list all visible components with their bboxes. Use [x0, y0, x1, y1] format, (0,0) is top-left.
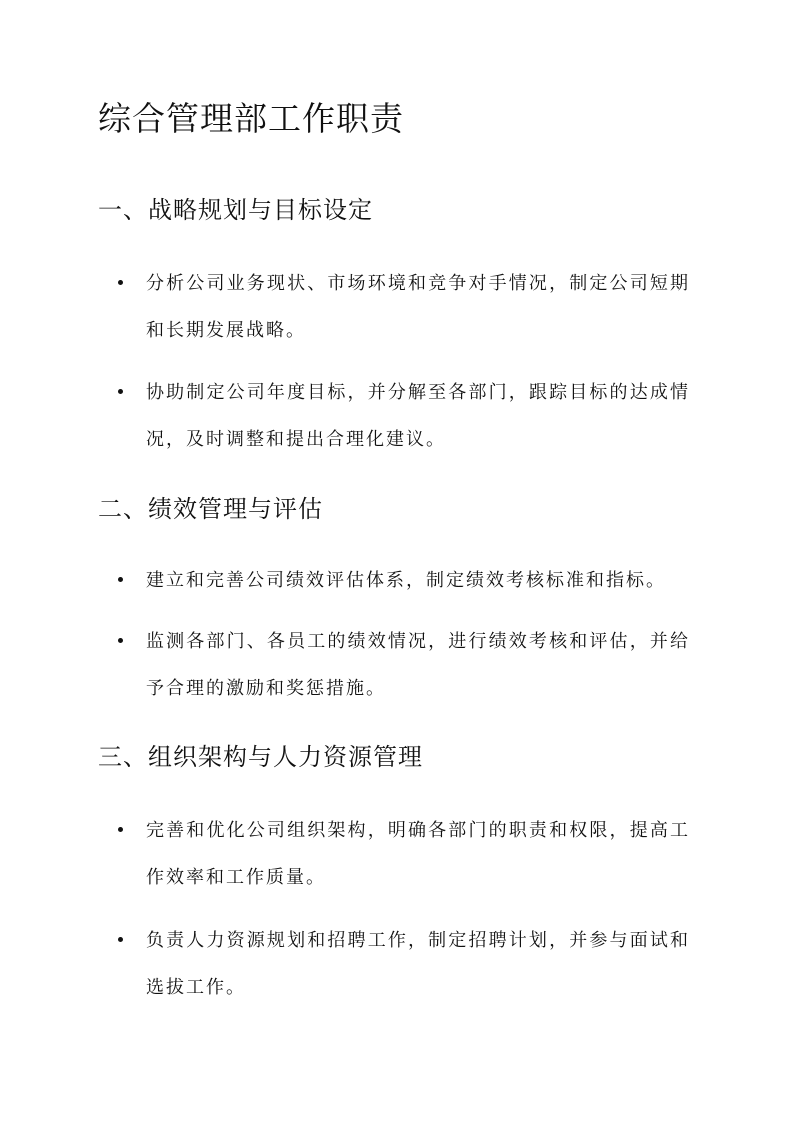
- bullet-icon: [118, 638, 123, 643]
- bullet-icon: [118, 577, 123, 582]
- section-heading-organization: 三、组织架构与人力资源管理: [98, 743, 423, 771]
- list-item-text: 建立和完善公司绩效评估体系，制定绩效考核标准和指标。: [146, 570, 666, 591]
- list-item: [118, 557, 690, 604]
- list-item: [118, 260, 690, 354]
- section-heading-strategy: 一、战略规划与目标设定: [98, 196, 373, 224]
- bullet-icon: [118, 389, 123, 394]
- list-item: [118, 917, 690, 1011]
- bullet-icon: [118, 937, 123, 942]
- list-item-text: 完善和优化公司组织架构，明确各部门的职责和权限，提高工作效率和工作质量。: [146, 820, 690, 888]
- list-item-text: 负责人力资源规划和招聘工作，制定招聘计划，并参与面试和选拔工作。: [146, 930, 690, 998]
- section-heading-performance: 二、绩效管理与评估: [98, 495, 323, 523]
- list-item: [118, 807, 690, 901]
- list-item-text: 监测各部门、各员工的绩效情况，进行绩效考核和评估，并给予合理的激励和奖惩措施。: [146, 631, 690, 699]
- list-item: [118, 369, 690, 463]
- document-title: 综合管理部工作职责: [98, 99, 404, 138]
- list-item: [118, 618, 690, 712]
- list-item-text: 协助制定公司年度目标，并分解至各部门，跟踪目标的达成情况，及时调整和提出合理化建议。: [146, 382, 690, 450]
- list-item-text: 分析公司业务现状、市场环境和竞争对手情况，制定公司短期和长期发展战略。: [146, 273, 690, 341]
- bullet-icon: [118, 280, 123, 285]
- bullet-icon: [118, 827, 123, 832]
